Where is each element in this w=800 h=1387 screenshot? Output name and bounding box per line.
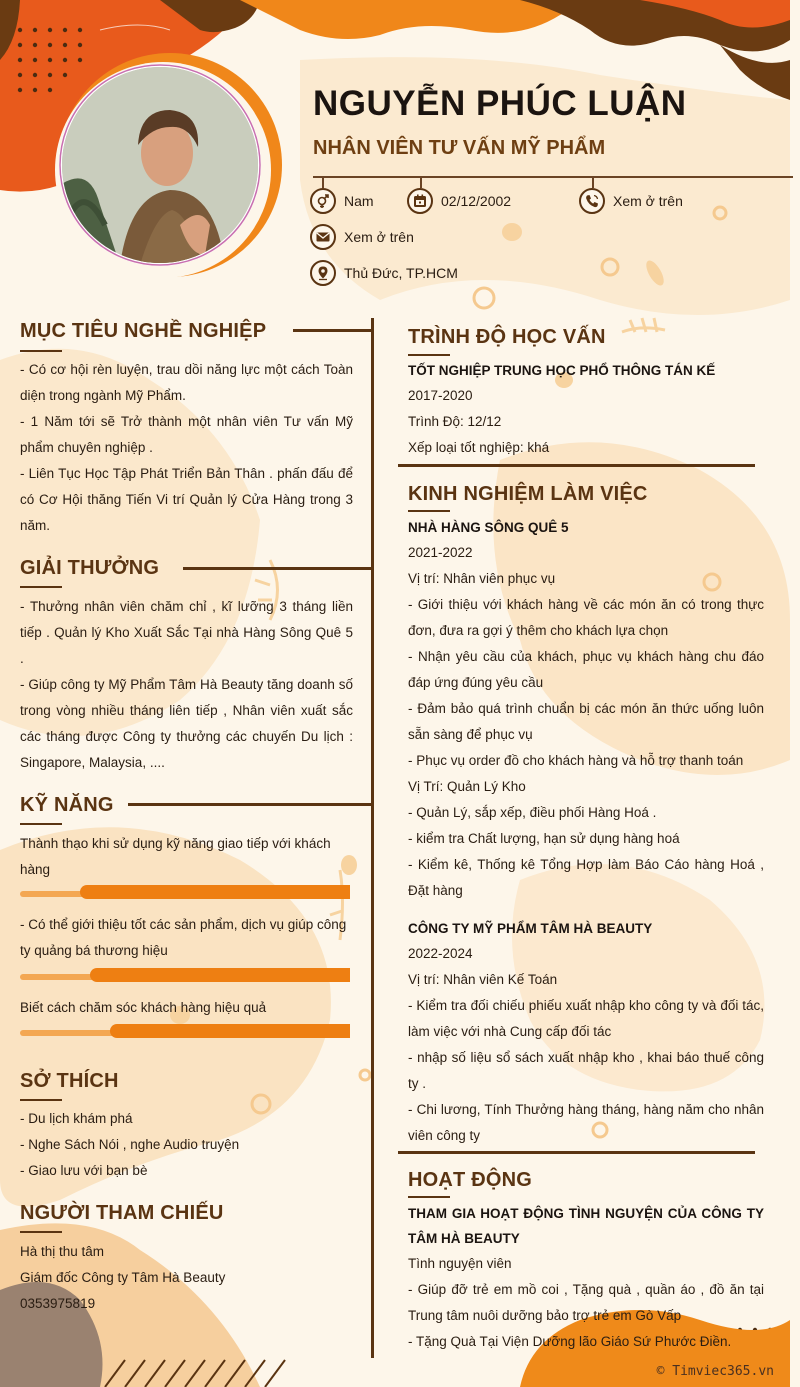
avatar: [60, 65, 260, 265]
reference-line: Giám đốc Công ty Tâm Hà Beauty: [20, 1270, 226, 1285]
objective-item: - Liên Tục Học Tập Phát Triển Bản Thân . phấn đấu để có Cơ Hội thăng Tiến Vi trí Quản lý Cửa Hàng trong 3 năm.: [20, 466, 353, 533]
skill-item-2: - Có thể giới thiệu tốt các sản phẩm, dịch vụ giúp công ty quảng bá thương hiệu: [20, 917, 347, 958]
candidate-name: NGUYỄN PHÚC LUẬN: [313, 84, 687, 123]
address-value: Thủ Đức, TP.HCM: [344, 265, 458, 281]
hobby-item: - Du lịch khám phá: [20, 1111, 133, 1126]
objective-item: - 1 Năm tới sẽ Trở thành một nhân viên Tư vấn Mỹ phẩm chuyên nghiệp .: [20, 414, 353, 455]
experience-block: [408, 515, 764, 1149]
experience-line: - Nhận yêu cầu của khách, phục vụ khách hàng chu đáo đáp ứng đúng yêu cầu: [408, 649, 764, 690]
email-info: [310, 224, 414, 250]
address-info: [310, 260, 458, 286]
experience-line: - Giới thiệu với khách hàng về các món ăn có trong thực đơn, đưa ra gợi ý thêm cho khách lựa chọn: [408, 597, 764, 638]
objective-item: - Có cơ hội rèn luyện, trau dồi năng lực một cách Toàn diện trong ngành Mỹ Phẩm.: [20, 362, 353, 403]
calendar-icon: [407, 188, 433, 214]
experience-line: - Quản Lý, sắp xếp, điều phối Hàng Hoá .: [408, 805, 657, 820]
award-item: - Thưởng nhân viên chăm chỉ , kĩ lưỡng 3 tháng liền tiếp . Quản lý Kho Xuất Sắc Tại nhà Hàng Sông Quê 5 .: [20, 599, 353, 666]
skill-level-bar: [90, 968, 350, 982]
experience-heading: KINH NGHIỆM LÀM VIỆC: [408, 483, 648, 505]
birthday-value: 02/12/2002: [441, 193, 512, 209]
experience-line: - kiểm tra Chất lượng, hạn sử dụng hàng hoá: [408, 831, 680, 846]
experience-line: - Kiểm tra đối chiếu phiếu xuất nhập kho công ty và đối tác, làm việc với nhà Cung cấp đối tác: [408, 998, 764, 1039]
experience-line: Vị Trí: Quản Lý Kho: [408, 779, 526, 794]
experience-line: Vị trí: Nhân viên Kế Toán: [408, 972, 558, 987]
reference-line: 0353975819: [20, 1296, 96, 1311]
hobby-item: - Nghe Sách Nói , nghe Audio truyện: [20, 1137, 240, 1152]
phone-icon: [579, 188, 605, 214]
activities-heading: HOẠT ĐỘNG: [408, 1169, 533, 1191]
hobby-item: - Giao lưu với bạn bè: [20, 1163, 148, 1178]
activities-block: [408, 1201, 764, 1355]
email-value: Xem ở trên: [344, 229, 414, 245]
skill-level-bar: [80, 885, 350, 899]
reference-line: Hà thị thu tâm: [20, 1244, 105, 1259]
phone-value: Xem ở trên: [613, 193, 683, 209]
birthday-info: [407, 188, 511, 214]
experience-line: - Phục vụ order đồ cho khách hàng và hỗ trợ thanh toán: [408, 753, 744, 768]
phone-info: [579, 188, 683, 214]
job-title: NHÂN VIÊN TƯ VẤN MỸ PHẨM: [313, 137, 606, 159]
watermark: © Timviec365.vn: [656, 1364, 774, 1379]
objective-text: [20, 357, 353, 539]
skill-item-1: Thành thạo khi sử dụng kỹ năng giao tiếp với khách hàng: [20, 836, 331, 877]
awards-text: [20, 594, 353, 776]
hobbies-list: [20, 1106, 350, 1184]
award-item: - Giúp công ty Mỹ Phẩm Tâm Hà Beauty tăng doanh số trong vòng nhiều tháng liên tiếp , Nhân viên xuất sắc các tháng được Công ty thưởng các chuyến Du lịch : Singapore, Malaysia, ....: [20, 677, 353, 770]
activity-line: - Tặng Quà Tại Viện Dưỡng lão Giáo Sứ Phước Điền.: [408, 1334, 732, 1349]
education-line: Trình Độ: 12/12: [408, 414, 502, 429]
experience-line: 2022-2024: [408, 946, 473, 961]
gender-icon: [310, 188, 336, 214]
company-name: NHÀ HÀNG SÔNG QUÊ 5: [408, 520, 569, 535]
experience-line: - Kiểm kê, Thống kê Tổng Hợp làm Báo Cáo hàng Hoá , Đặt hàng: [408, 857, 764, 898]
experience-line: Vị trí: Nhân viên phục vụ: [408, 571, 556, 586]
gender-info: [310, 188, 374, 214]
experience-line: - nhập số liệu sổ sách xuất nhập kho , khai báo thuế công ty .: [408, 1050, 764, 1091]
email-icon: [310, 224, 336, 250]
objective-heading: MỤC TIÊU NGHỀ NGHIỆP: [20, 320, 267, 342]
education-heading: TRÌNH ĐỘ HỌC VẤN: [408, 326, 606, 348]
skill-level-bar: [110, 1024, 350, 1038]
references-list: [20, 1239, 350, 1317]
references-heading: NGƯỜI THAM CHIẾU: [20, 1202, 224, 1224]
education-block: [408, 358, 764, 461]
hobbies-heading: SỞ THÍCH: [20, 1070, 119, 1092]
education-line: 2017-2020: [408, 388, 473, 403]
experience-line: - Đảm bảo quá trình chuẩn bị các món ăn thức uống luôn sẵn sàng để phục vụ: [408, 701, 764, 742]
experience-line: 2021-2022: [408, 545, 473, 560]
activity-line: - Giúp đỡ trẻ em mồ coi , Tặng quà , quần áo , đồ ăn tại Trung tâm nuôi dưỡng bảo trợ trẻ em Gò Vấp: [408, 1282, 764, 1323]
activity-org: THAM GIA HOẠT ĐỘNG TÌNH NGUYỆN CỦA CÔNG TY TÂM HÀ BEAUTY: [408, 1206, 764, 1246]
skills-heading: KỸ NĂNG: [20, 794, 114, 816]
awards-heading: GIẢI THƯỞNG: [20, 557, 160, 579]
experience-line: - Chi lương, Tính Thưởng hàng tháng, hàng năm cho nhân viên công ty: [408, 1102, 764, 1143]
school-name: TỐT NGHIỆP TRUNG HỌC PHỔ THÔNG TÁN KẾ: [408, 363, 716, 378]
education-line: Xếp loại tốt nghiệp: khá: [408, 440, 550, 455]
company-name: CÔNG TY MỸ PHẨM TÂM HÀ BEAUTY: [408, 921, 653, 936]
gender-value: Nam: [344, 193, 374, 209]
activity-line: Tình nguyện viên: [408, 1256, 512, 1271]
location-icon: [310, 260, 336, 286]
skill-item-3: Biết cách chăm sóc khách hàng hiệu quả: [20, 1000, 267, 1015]
